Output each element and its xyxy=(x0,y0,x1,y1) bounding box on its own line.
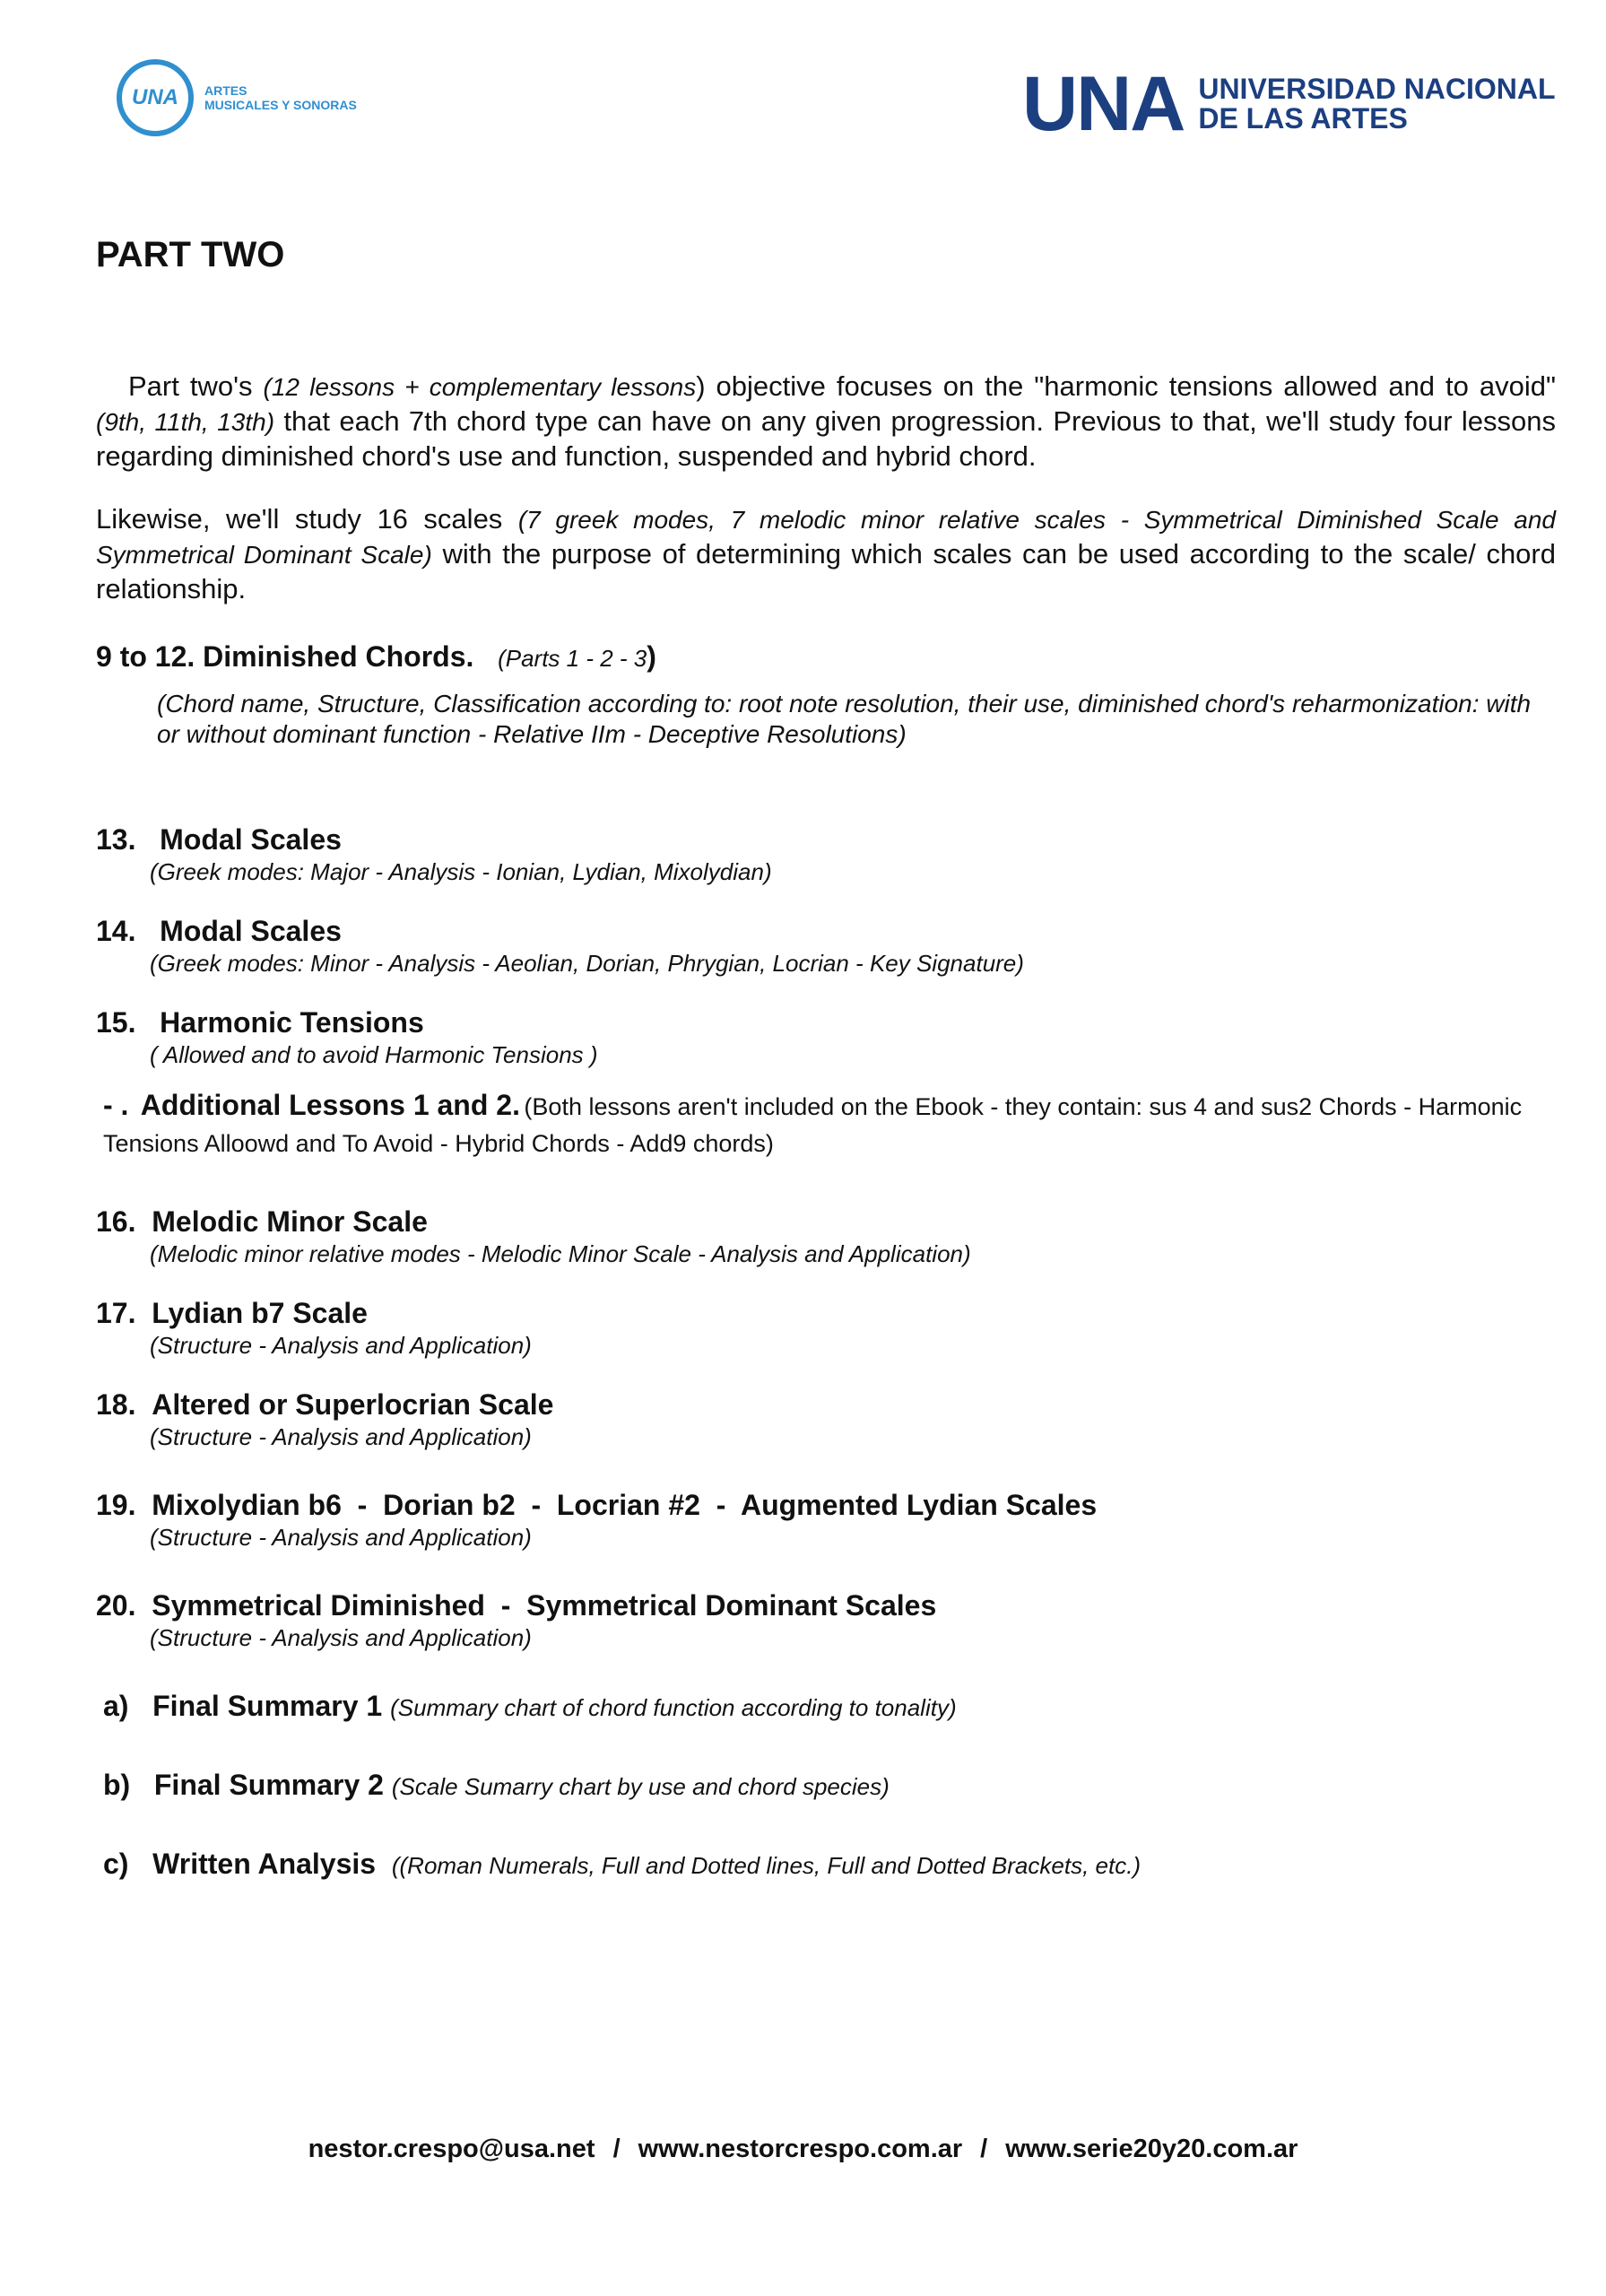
lesson-item xyxy=(96,913,1556,978)
footer-website-1[interactable]: www.nestorcrespo.com.ar xyxy=(638,2135,963,2163)
summary-title: Final Summary 2 xyxy=(153,1769,384,1801)
additional-number: - . xyxy=(103,1089,129,1121)
lesson-number: 15. xyxy=(96,1006,136,1039)
lesson-title: Modal Scales xyxy=(160,915,342,947)
summary-note: ((Roman Numerals, Full and Dotted lines, Full and Dotted Brackets, etc.) xyxy=(391,1852,1142,1879)
text: Part two's xyxy=(128,370,264,402)
lesson-item xyxy=(96,822,1556,886)
lesson-title: Lydian b7 Scale xyxy=(152,1297,368,1329)
summary-title: Written Analysis xyxy=(152,1848,377,1880)
lesson-subtitle: (Structure - Analysis and Application) xyxy=(150,1524,532,1551)
diminished-parts-close: ) xyxy=(647,640,656,673)
text: Likewise, we'll study 16 scales xyxy=(96,503,518,535)
lesson-subtitle: (Greek modes: Major - Analysis - Ionian, Lydian, Mixolydian) xyxy=(150,858,772,885)
summary-item xyxy=(103,1846,1556,1883)
diminished-description: (Chord name, Structure, Classification according to: root note resolution, their use, diminished chord's reharmonization: with or without dominant function - Relative IIm - Deceptive Resolutions) xyxy=(157,690,1532,748)
lesson-subtitle: (Structure - Analysis and Application) xyxy=(150,1624,532,1651)
diminished-chords-section xyxy=(96,639,1556,750)
lesson-item xyxy=(96,1204,1556,1268)
footer-email[interactable]: nestor.crespo@usa.net xyxy=(308,2135,595,2163)
lesson-title: Altered or Superlocrian Scale xyxy=(152,1388,554,1421)
text: ) objective focuses on the "harmonic tensions allowed and to avoid" xyxy=(696,370,1556,402)
lesson-subtitle: (Structure - Analysis and Application) xyxy=(150,1423,532,1450)
text-italic: (9th, 11th, 13th) xyxy=(96,408,275,436)
university-name-line1: UNIVERSIDAD NACIONAL xyxy=(1198,73,1556,105)
lesson-subtitle: (Structure - Analysis and Application) xyxy=(150,1332,532,1359)
intro-paragraph-2 xyxy=(96,502,1556,606)
lesson-number: 13. xyxy=(96,823,136,856)
lesson-title: Harmonic Tensions xyxy=(160,1006,424,1039)
lesson-number: 16. xyxy=(96,1205,136,1238)
text: with the purpose of determining which scales can be used according to the scale/ chord relationship. xyxy=(96,538,1556,604)
summaries-list xyxy=(96,1688,1556,1883)
text: that each 7th chord type can have on any given progression. Previous to that, we'll study four lessons regarding diminished chord's use and function, suspended and hybrid chord. xyxy=(96,405,1556,472)
university-name-line2: DE LAS ARTES xyxy=(1198,102,1408,135)
lesson-item xyxy=(96,1004,1556,1069)
lesson-number: 18. xyxy=(96,1388,136,1421)
diminished-title: 9 to 12. Diminished Chords. xyxy=(96,640,474,673)
additional-description: (Both lessons aren't included on the Ebook - they contain: sus 4 and sus2 Chords - Harmonic Tensions Alloowd and To Avoid - Hybrid Chords - Add9 chords) xyxy=(103,1093,1523,1157)
university-name xyxy=(1198,74,1555,134)
logo-left-line2: MUSICALES Y SONORAS xyxy=(204,98,357,112)
summary-item xyxy=(103,1767,1556,1805)
intro-paragraph-1 xyxy=(96,370,1556,474)
footer-website-2[interactable]: www.serie20y20.com.ar xyxy=(1005,2135,1298,2163)
page-title: PART TWO xyxy=(96,235,285,274)
summary-note: (Scale Sumarry chart by use and chord species) xyxy=(391,1773,890,1800)
lesson-item xyxy=(96,1295,1556,1360)
summary-letter: b) xyxy=(103,1769,131,1801)
logo-mark: UNA xyxy=(132,85,178,109)
logo-left-text xyxy=(204,83,357,112)
summary-letter: c) xyxy=(103,1848,129,1880)
lesson-subtitle: (Melodic minor relative modes - Melodic Minor Scale - Analysis and Application) xyxy=(150,1240,971,1267)
logo-left-line1: ARTES xyxy=(204,83,247,98)
diminished-heading xyxy=(96,639,1556,676)
lesson-title: Mixolydian b6 - Dorian b2 - Locrian #2 - Augmented Lydian Scales xyxy=(152,1489,1098,1521)
una-wordmark: UNA xyxy=(1022,61,1185,147)
summary-title: Final Summary 1 xyxy=(152,1690,383,1722)
lesson-number: 17. xyxy=(96,1297,136,1329)
additional-title: Additional Lessons 1 and 2. xyxy=(140,1089,520,1121)
footer-contact xyxy=(0,2135,1606,2164)
una-artes-musicales-logo xyxy=(117,59,357,136)
summary-item xyxy=(103,1688,1556,1726)
footer-separator: / xyxy=(980,2135,988,2163)
lesson-title: Modal Scales xyxy=(160,823,342,856)
lesson-item xyxy=(96,1387,1556,1451)
lesson-subtitle: (Greek modes: Minor - Analysis - Aeolian, Dorian, Phrygian, Locrian - Key Signature) xyxy=(150,950,1024,977)
una-circle-logo-icon xyxy=(117,59,194,136)
text-italic: (7 greek modes, 7 melodic minor relative scales - Symmetrical Diminished Scale and Symmetrical Dominant Scale) xyxy=(96,506,1557,569)
lesson-title: Symmetrical Diminished - Symmetrical Dominant Scales xyxy=(152,1589,937,1622)
lesson-subtitle: ( Allowed and to avoid Harmonic Tensions ) xyxy=(150,1041,598,1068)
diminished-parts: (Parts 1 - 2 - 3 xyxy=(498,645,647,672)
document-body xyxy=(96,235,1556,1883)
lessons-list-b xyxy=(96,1204,1556,1652)
lesson-title: Melodic Minor Scale xyxy=(152,1205,428,1238)
lessons-list-a xyxy=(96,822,1556,1164)
lesson-number: 19. xyxy=(96,1489,136,1521)
lesson-number: 14. xyxy=(96,915,136,947)
universidad-nacional-logo xyxy=(1022,61,1556,147)
lesson-item xyxy=(96,1487,1556,1552)
footer-separator: / xyxy=(612,2135,621,2163)
summary-note: (Summary chart of chord function according to tonality) xyxy=(390,1694,957,1721)
additional-lessons xyxy=(103,1087,1556,1164)
summary-letter: a) xyxy=(103,1690,129,1722)
text-italic: (12 lessons + complementary lessons xyxy=(263,373,697,401)
lesson-number: 20. xyxy=(96,1589,136,1622)
lesson-item xyxy=(96,1587,1556,1652)
